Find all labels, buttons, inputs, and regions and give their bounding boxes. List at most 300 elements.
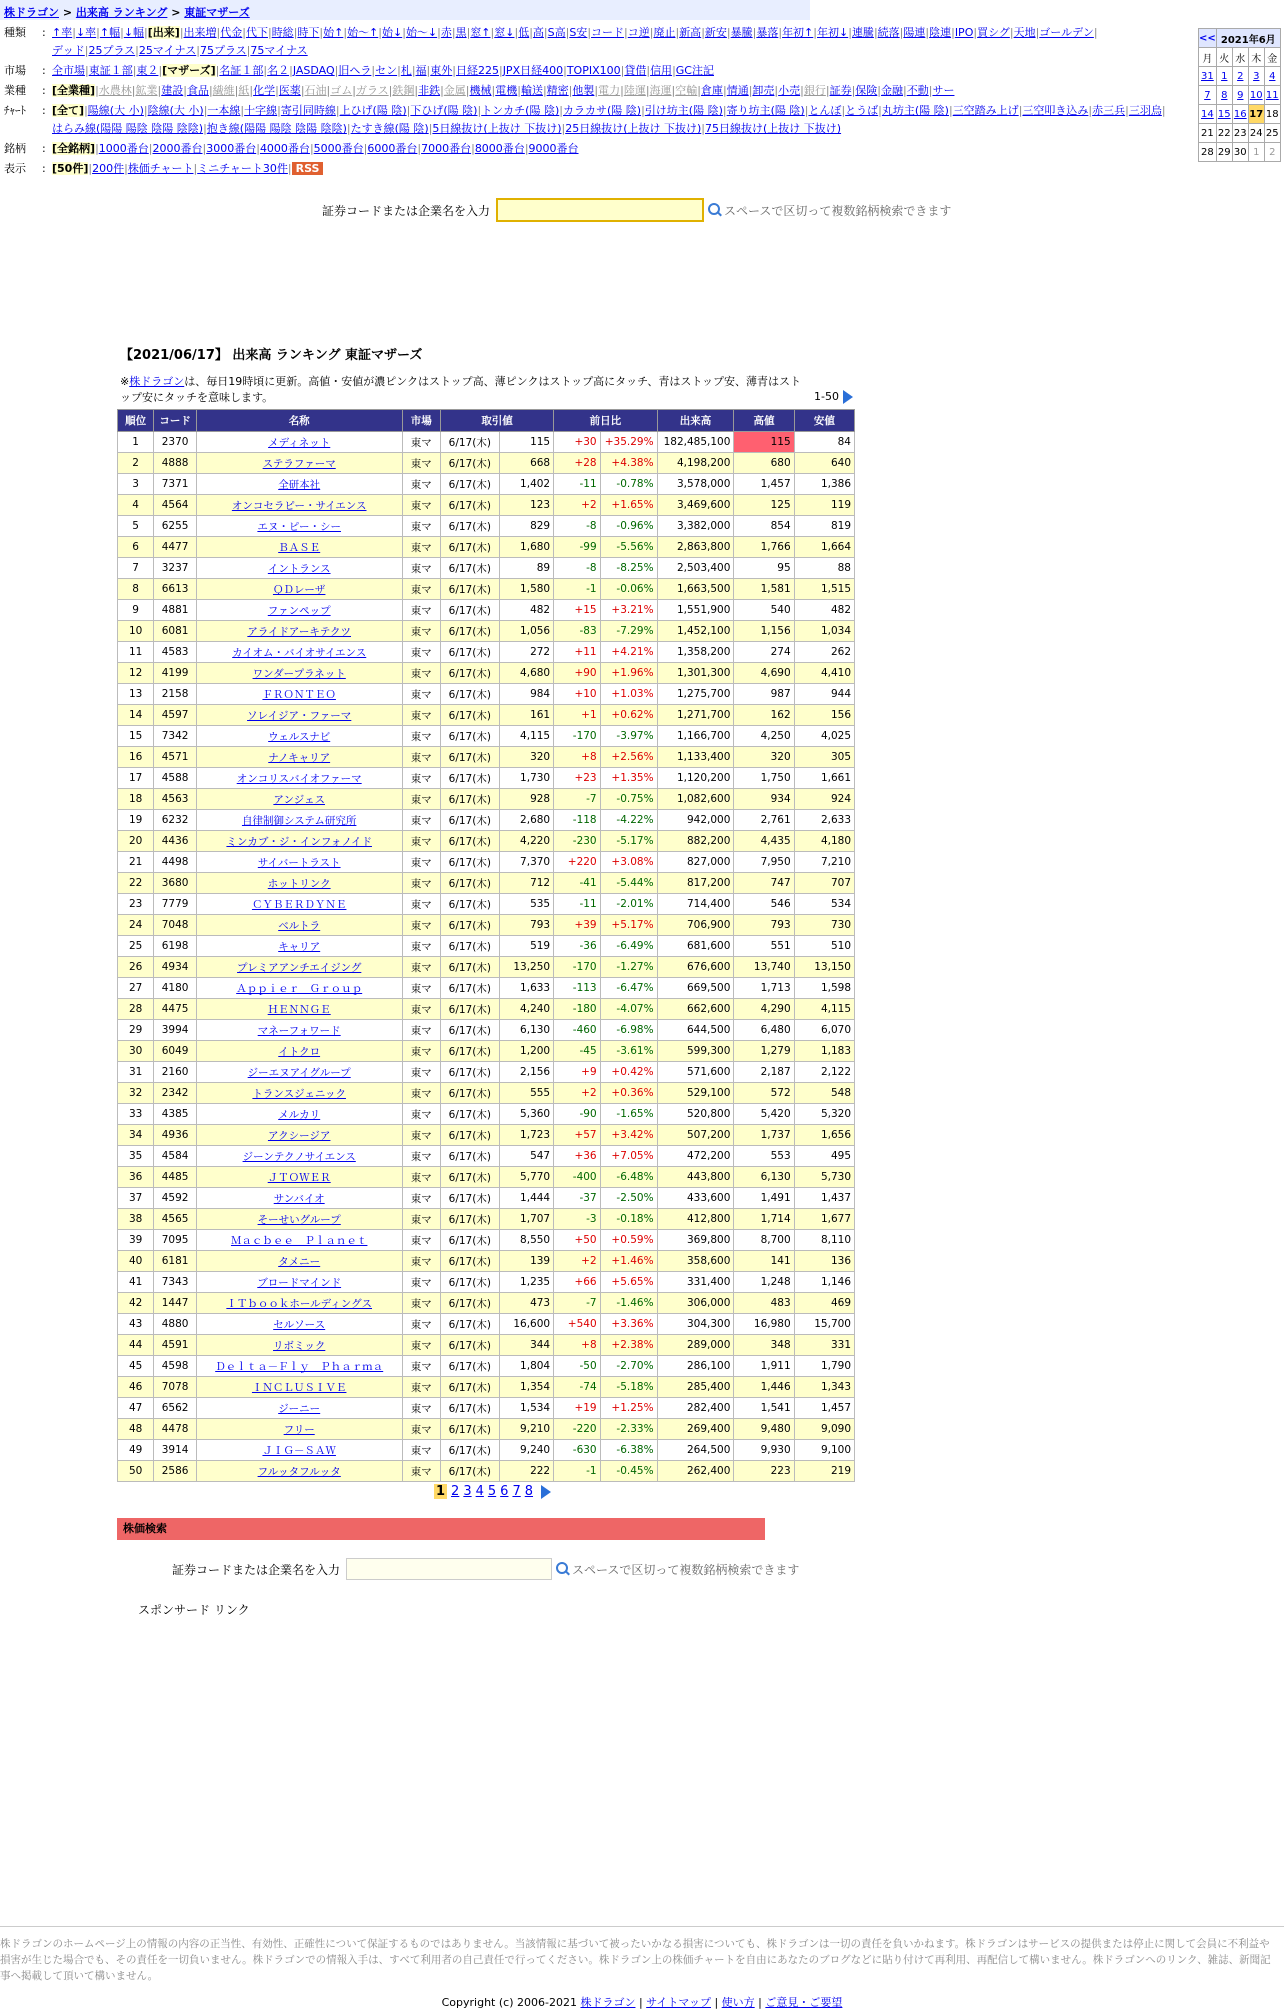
calendar-day[interactable]: 7 — [1199, 86, 1217, 105]
menu-item[interactable]: 25プラス — [88, 44, 136, 57]
menu-item[interactable]: 丸坊主(陽 陰) — [881, 104, 949, 117]
menu-item[interactable]: 9000番台 — [528, 142, 579, 155]
menu-item[interactable]: はらみ線(陽陽 陽陰 陰陽 陰陰) — [52, 122, 204, 135]
date-cell: 6/17(木) — [441, 789, 500, 810]
filter-menu — [0, 24, 1196, 180]
menu-item[interactable]: 電機 — [495, 84, 518, 97]
calendar-day[interactable]: 8 — [1216, 86, 1232, 105]
menu-item[interactable]: 続落 — [877, 26, 900, 39]
stock-name-link[interactable]: ＦＲＯＮＴＥＯ — [262, 688, 336, 701]
pager-link[interactable]: 6 — [500, 1484, 509, 1499]
stock-name-link[interactable]: ソレイジア・ファーマ — [247, 709, 352, 722]
breadcrumb-ranking-link[interactable]: 出来高 ランキング — [75, 6, 168, 19]
menu-item[interactable]: 75マイナス — [250, 44, 308, 57]
volume-cell: 571,600 — [657, 1062, 734, 1083]
footer-link-sitemap[interactable]: サイトマップ — [646, 1996, 711, 2009]
stock-name-link[interactable]: オンコリスバイオファーマ — [236, 772, 362, 785]
col-low[interactable]: 安値 — [794, 410, 854, 432]
table-row — [118, 1335, 855, 1356]
menu-item[interactable]: 買シグ — [977, 26, 1010, 39]
volume-cell: 331,400 — [657, 1272, 734, 1293]
price-cell: 1,580 — [499, 579, 554, 600]
menu-separator: | — [72, 26, 76, 39]
menu-item[interactable]: 東２ — [136, 64, 159, 77]
menu-item[interactable]: 暴騰 — [730, 26, 753, 39]
menu-item[interactable]: 始～↑ — [347, 26, 379, 39]
pager-link[interactable]: 2 — [451, 1484, 460, 1499]
search-icon[interactable] — [708, 203, 722, 217]
change-percent-cell: -1.27% — [600, 957, 657, 978]
menu-item[interactable]: 三羽烏 — [1128, 104, 1162, 117]
stock-name-link[interactable]: トランスジェニック — [252, 1087, 346, 1100]
menu-item[interactable]: 札 — [400, 64, 412, 77]
pager-link[interactable]: 8 — [524, 1484, 534, 1499]
menu-item[interactable]: 食品 — [186, 84, 209, 97]
menu-item[interactable]: セン — [375, 64, 398, 77]
menu-item[interactable]: 信用 — [650, 64, 673, 77]
stock-name-link[interactable]: オンコセラピー・サイエンス — [231, 499, 367, 512]
menu-item[interactable]: 銀行 — [803, 84, 826, 97]
price-cell: 668 — [499, 453, 554, 474]
menu-item[interactable]: 年初↑ — [782, 26, 814, 39]
menu-item[interactable]: ゴム — [330, 84, 353, 97]
price-cell: 1,056 — [499, 621, 554, 642]
stock-name-link[interactable]: サンバイオ — [273, 1192, 325, 1205]
code-cell: 6613 — [154, 579, 197, 600]
menu-item[interactable]: 非鉄 — [418, 84, 441, 97]
search-label: 証券コードまたは企業名を入力 — [172, 1562, 341, 1577]
pager-link[interactable]: 7 — [512, 1484, 521, 1499]
col-code[interactable]: コード — [154, 410, 197, 432]
volume-cell: 827,000 — [657, 852, 734, 873]
name-cell — [196, 1041, 402, 1062]
calendar-day[interactable]: 10 — [1248, 86, 1264, 105]
menu-item[interactable]: 日経225 — [455, 64, 499, 77]
menu-item[interactable]: 株価チャート — [127, 162, 194, 175]
menu-item[interactable]: ↑率 — [52, 26, 73, 39]
high-cell: 4,690 — [734, 663, 794, 684]
stock-name-link[interactable]: アクシージア — [267, 1129, 331, 1142]
menu-item[interactable]: 福 — [415, 64, 427, 77]
stock-name-link[interactable]: Ｍａｃｂｅｅ Ｐｌａｎｅｔ — [230, 1234, 368, 1247]
stock-name-link[interactable]: アンジェス — [273, 793, 325, 806]
menu-item[interactable]: 窓↑ — [470, 26, 491, 39]
low-cell: 2,633 — [794, 810, 854, 831]
stock-name-link[interactable]: メルカリ — [278, 1108, 321, 1121]
menu-item[interactable]: 建設 — [161, 84, 184, 97]
menu-item[interactable]: 陽線(大 小) — [87, 104, 144, 117]
menu-item[interactable]: 寄引同時線 — [280, 104, 336, 117]
menu-item[interactable]: 十字線 — [244, 104, 278, 117]
menu-item[interactable]: 始～↓ — [405, 26, 438, 39]
stock-name-link[interactable]: セルソース — [273, 1318, 326, 1331]
menu-item[interactable]: 7000番台 — [421, 142, 472, 155]
low-cell: 4,115 — [794, 999, 854, 1020]
price-cell: 1,354 — [499, 1377, 554, 1398]
menu-item[interactable]: 3000番台 — [206, 142, 257, 155]
stock-name-link[interactable]: ＢＡＳＥ — [278, 541, 321, 554]
menu-row-items — [52, 160, 1196, 178]
market-cell: 東マ — [402, 1041, 441, 1062]
menu-item[interactable]: 1000番台 — [98, 142, 149, 155]
menu-item[interactable]: 東外 — [430, 64, 453, 77]
menu-item[interactable]: 75プラス — [199, 44, 247, 57]
menu-item[interactable]: 25日線抜け(上抜け 下抜け) — [565, 122, 702, 135]
menu-item[interactable]: トンカチ(陽 陰) — [481, 104, 560, 117]
table-row — [118, 1398, 855, 1419]
menu-item[interactable]: 赤三兵 — [1092, 104, 1126, 117]
menu-item[interactable]: 黒 — [455, 26, 467, 39]
menu-item[interactable]: ↑幅 — [99, 26, 121, 39]
change-cell: +57 — [554, 1125, 601, 1146]
menu-item[interactable]: 三空叩き込み — [1022, 104, 1089, 117]
menu-item[interactable]: 代金 — [220, 26, 243, 39]
stock-name-link[interactable]: ＩＴｂｏｏｋホールディングス — [226, 1297, 372, 1310]
date-cell: 6/17(木) — [441, 936, 500, 957]
menu-item[interactable]: 旧ヘラ — [338, 64, 372, 77]
rank-cell: 43 — [118, 1314, 154, 1335]
menu-item[interactable]: デッド — [52, 44, 85, 57]
change-cell: -1 — [554, 579, 601, 600]
menu-item[interactable]: 窓↓ — [494, 26, 515, 39]
date-cell: 6/17(木) — [441, 705, 500, 726]
menu-item[interactable]: 鉱業 — [135, 84, 158, 97]
code-cell: 6181 — [154, 1251, 197, 1272]
menu-item[interactable]: 空輸 — [675, 84, 698, 97]
menu-item[interactable]: 金属 — [443, 84, 466, 97]
menu-item[interactable]: 鉄鋼 — [392, 84, 415, 97]
stock-name-link[interactable]: アライドアーキテクツ — [247, 625, 351, 638]
change-cell: -83 — [554, 621, 601, 642]
stock-name-link[interactable]: Ａｐｐｉｅｒ Ｇｒｏｕｐ — [236, 982, 363, 995]
menu-item[interactable]: 電力 — [598, 84, 621, 97]
menu-item[interactable]: 石油 — [304, 84, 327, 97]
menu-item[interactable]: 全市場 — [52, 64, 85, 77]
stock-name-link[interactable]: エヌ・ピー・シー — [257, 520, 341, 533]
price-cell: 482 — [499, 600, 554, 621]
stock-name-link[interactable]: ウェルスナビ — [268, 730, 331, 743]
calendar-day[interactable]: 1 — [1216, 67, 1232, 86]
low-cell: 1,661 — [794, 768, 854, 789]
menu-item[interactable]: 名２ — [267, 64, 290, 77]
calendar-day[interactable]: 9 — [1232, 86, 1248, 105]
menu-item[interactable]: たすき線(陽 陰) — [350, 122, 429, 135]
stock-name-link[interactable]: フリー — [283, 1423, 315, 1436]
menu-item[interactable]: とんぼ — [808, 104, 842, 117]
stock-name-link[interactable]: ステラファーマ — [262, 457, 336, 470]
stock-name-link[interactable]: ジーニー — [278, 1402, 321, 1415]
stock-name-link[interactable]: イトクロ — [278, 1045, 321, 1058]
menu-item[interactable]: 繊維 — [212, 84, 235, 97]
code-cell: 4180 — [154, 978, 197, 999]
ranking-table — [117, 409, 855, 1482]
menu-item[interactable]: 高 — [532, 26, 544, 39]
menu-item[interactable]: 水農林 — [98, 84, 132, 97]
stock-name-link[interactable]: そーせいグループ — [257, 1213, 341, 1226]
col-rank[interactable]: 順位 — [118, 410, 154, 432]
menu-item[interactable]: 他製 — [572, 84, 595, 97]
market-cell: 東マ — [402, 915, 441, 936]
menu-item[interactable]: 保険 — [855, 84, 878, 97]
stock-name-link[interactable]: リボミック — [273, 1339, 326, 1352]
market-cell: 東マ — [402, 1440, 441, 1461]
menu-item[interactable]: 廃止 — [653, 26, 676, 39]
menu-item[interactable]: 小売 — [778, 84, 801, 97]
calendar-day[interactable]: 4 — [1264, 67, 1280, 86]
col-change[interactable]: 前日比 — [554, 410, 657, 432]
next-page-icon[interactable] — [843, 390, 853, 404]
menu-row-items — [52, 24, 1196, 60]
menu-item[interactable]: 証券 — [829, 84, 852, 97]
stock-name-link[interactable]: カイオム・バイオサイエンス — [232, 646, 367, 659]
search-input[interactable] — [346, 1558, 552, 1580]
name-cell — [196, 1356, 402, 1377]
menu-item[interactable]: 精密 — [546, 84, 569, 97]
stock-name-link[interactable]: ホットリンク — [267, 877, 331, 890]
price-cell: 984 — [499, 684, 554, 705]
stock-name-link[interactable]: ジーエヌアイグループ — [247, 1066, 351, 1079]
market-cell: 東マ — [402, 1272, 441, 1293]
menu-separator: | — [309, 142, 314, 155]
menu-item[interactable]: 時下 — [297, 26, 320, 39]
name-cell — [196, 726, 402, 747]
menu-item[interactable]: 25マイナス — [138, 44, 197, 57]
change-cell: -400 — [554, 1167, 601, 1188]
menu-item[interactable]: コ逆 — [627, 26, 650, 39]
name-cell — [196, 453, 402, 474]
stock-name-link[interactable]: イントランス — [267, 562, 331, 575]
date-cell: 6/17(木) — [441, 1293, 500, 1314]
stock-name-link[interactable]: ブロードマインド — [257, 1276, 342, 1289]
code-cell: 4880 — [154, 1314, 197, 1335]
stock-name-link[interactable]: Ｄｅｌｔａ－Ｆｌｙ Ｐｈａｒｍａ — [215, 1360, 384, 1373]
stock-name-link[interactable]: ベルトラ — [278, 919, 321, 932]
menu-item[interactable]: 天地 — [1013, 26, 1036, 39]
stock-name-link[interactable]: ファンペップ — [267, 604, 331, 617]
menu-item[interactable]: 4000番台 — [259, 142, 310, 155]
calendar-day[interactable]: 11 — [1264, 86, 1280, 105]
menu-row-colon: : — [42, 26, 46, 39]
rss-button[interactable]: RSS — [292, 162, 324, 175]
menu-item[interactable]: TOPIX100 — [566, 64, 621, 77]
menu-item[interactable]: 新高 — [679, 26, 702, 39]
menu-item[interactable]: 赤 — [440, 26, 452, 39]
menu-item[interactable]: ミニチャート30件 — [197, 162, 288, 175]
menu-item[interactable]: 化学 — [253, 84, 276, 97]
stock-name-link[interactable]: ＪＩＧ－ＳＡＷ — [262, 1444, 336, 1457]
date-cell: 6/17(木) — [441, 1167, 500, 1188]
menu-item[interactable]: 連騰 — [851, 26, 874, 39]
stock-name-link[interactable]: ＪＴＯＷＥＲ — [267, 1171, 331, 1184]
menu-item[interactable]: ガラス — [355, 84, 389, 97]
calendar-day[interactable]: 2 — [1232, 67, 1248, 86]
stock-name-link[interactable]: 自律制御システム研究所 — [241, 814, 357, 827]
low-cell: 9,090 — [794, 1419, 854, 1440]
search-icon[interactable] — [556, 1562, 570, 1576]
stock-name-link[interactable]: ミンカブ・ジ・インフォノイド — [226, 835, 372, 848]
high-cell: 4,290 — [734, 999, 794, 1020]
search-input[interactable] — [496, 198, 704, 222]
volume-cell: 285,400 — [657, 1377, 734, 1398]
change-cell: +39 — [554, 915, 601, 936]
col-market[interactable]: 市場 — [402, 410, 441, 432]
high-cell: 1,156 — [734, 621, 794, 642]
stock-name-link[interactable]: ＱＤレーザ — [272, 583, 326, 596]
menu-item[interactable]: 始↑ — [323, 26, 344, 39]
menu-item[interactable]: 金融 — [881, 84, 904, 97]
menu-item[interactable]: 医薬 — [278, 84, 301, 97]
menu-item[interactable]: 海運 — [649, 84, 672, 97]
stock-name-link[interactable]: タメニー — [278, 1255, 321, 1268]
menu-item[interactable]: 代下 — [245, 26, 268, 39]
menu-item[interactable]: 名証１部 — [219, 64, 264, 77]
menu-item[interactable]: 出来増 — [183, 26, 217, 39]
menu-item[interactable]: 2000番台 — [152, 142, 203, 155]
menu-item[interactable]: 5000番台 — [313, 142, 364, 155]
pager-link[interactable]: 5 — [487, 1484, 497, 1499]
price-cell: 115 — [499, 432, 554, 453]
stock-name-link[interactable]: フルッタフルッタ — [257, 1465, 341, 1478]
calendar-day[interactable]: 31 — [1199, 67, 1217, 86]
code-cell: 4498 — [154, 852, 197, 873]
col-volume[interactable]: 出来高 — [657, 410, 734, 432]
menu-item[interactable]: 陸運 — [623, 84, 646, 97]
menu-item[interactable]: 陰連 — [929, 26, 952, 39]
menu-item[interactable]: 5日線抜け(上抜け 下抜け) — [432, 122, 562, 135]
price-cell: 9,210 — [499, 1419, 554, 1440]
menu-item[interactable]: 東証１部 — [88, 64, 133, 77]
col-high[interactable]: 高値 — [734, 410, 794, 432]
date-cell: 6/17(木) — [441, 600, 500, 621]
menu-item[interactable]: 上ひげ(陽 陰) — [339, 104, 407, 117]
search-hint: スペースで区切って複数銘柄検索できます — [724, 203, 952, 218]
stock-name-link[interactable]: 全研本社 — [278, 478, 321, 491]
pager-link[interactable]: 3 — [463, 1484, 472, 1499]
calendar-day[interactable]: 3 — [1248, 67, 1264, 86]
menu-item[interactable]: 不動 — [906, 84, 929, 97]
next-page-icon[interactable] — [541, 1485, 551, 1499]
menu-item[interactable]: ゴールデン — [1039, 26, 1094, 39]
date-cell: 6/17(木) — [441, 474, 500, 495]
pager-link[interactable]: 4 — [475, 1484, 484, 1499]
stock-name-link[interactable]: ワンダープラネット — [252, 667, 346, 680]
menu-item[interactable]: サー — [932, 84, 955, 97]
menu-separator: | — [334, 64, 339, 77]
menu-item[interactable]: ↓幅 — [123, 26, 145, 39]
menu-item[interactable]: IPO — [954, 26, 974, 39]
table-row — [118, 810, 855, 831]
stock-name-link[interactable]: ナノキャリア — [268, 751, 331, 764]
menu-separator: | — [183, 84, 187, 97]
menu-item[interactable]: 機械 — [469, 84, 492, 97]
date-cell: 6/17(木) — [441, 579, 500, 600]
breadcrumb-home-link[interactable]: 株ドラゴン — [4, 6, 59, 19]
menu-item[interactable]: JASDAQ — [292, 64, 335, 77]
menu-separator: | — [1093, 26, 1098, 39]
col-price[interactable]: 取引値 — [441, 410, 554, 432]
footer-link-home[interactable]: 株ドラゴン — [580, 1996, 636, 2009]
footer-link-feedback[interactable]: ご意見・ご要望 — [765, 1996, 843, 2009]
high-cell: 551 — [734, 936, 794, 957]
footer-link-howto[interactable]: 使い方 — [721, 1996, 755, 2009]
menu-item[interactable]: S安 — [569, 26, 588, 39]
stock-name-link[interactable]: ＩＮＣＬＵＳＩＶＥ — [251, 1381, 347, 1394]
menu-item[interactable]: 時総 — [271, 26, 294, 39]
high-cell: 747 — [734, 873, 794, 894]
menu-item[interactable]: 陰線(大 小) — [147, 104, 204, 117]
note-link[interactable]: 株ドラゴン — [129, 375, 185, 388]
menu-item[interactable]: カラカサ(陽 陰) — [563, 104, 642, 117]
sponsored-links-label: スポンサード リンク — [138, 1603, 250, 1617]
menu-item[interactable]: GC注記 — [675, 64, 714, 77]
high-cell: 1,713 — [734, 978, 794, 999]
volume-cell: 289,000 — [657, 1335, 734, 1356]
menu-item[interactable]: 貸借 — [624, 64, 647, 77]
menu-item[interactable]: 新安 — [704, 26, 727, 39]
volume-cell: 1,082,600 — [657, 789, 734, 810]
menu-item[interactable]: JPX日経400 — [502, 64, 564, 77]
col-name[interactable]: 名称 — [196, 410, 402, 432]
change-percent-cell: -5.56% — [600, 537, 657, 558]
price-cell: 8,550 — [499, 1230, 554, 1251]
menu-item[interactable]: 陽連 — [903, 26, 926, 39]
stock-name-link[interactable]: サイバートラスト — [257, 856, 341, 869]
menu-item[interactable]: 抱き線(陽陽 陽陰 陰陽 陰陰) — [206, 122, 347, 135]
menu-item[interactable]: 一本線 — [207, 104, 241, 117]
menu-item[interactable]: 輸送 — [520, 84, 543, 97]
breadcrumb-market-link[interactable]: 東証マザーズ — [184, 6, 250, 19]
menu-item[interactable]: 卸売 — [752, 84, 775, 97]
menu-item[interactable]: 暴落 — [756, 26, 779, 39]
market-cell: 東マ — [402, 726, 441, 747]
stock-name-link[interactable]: ジーンテクノサイエンス — [242, 1150, 356, 1163]
menu-item[interactable]: 紙 — [238, 84, 250, 97]
menu-item[interactable]: 始↓ — [382, 26, 403, 39]
stock-name-link[interactable]: プレミアアンチエイジング — [237, 961, 362, 974]
menu-item[interactable]: S高 — [547, 26, 566, 39]
menu-separator: | — [203, 104, 208, 117]
menu-item[interactable]: 三空踏み上げ — [952, 104, 1019, 117]
menu-item[interactable]: 8000番台 — [474, 142, 525, 155]
menu-item[interactable]: ↓率 — [75, 26, 97, 39]
menu-item[interactable]: 下ひげ(陽 陰) — [410, 104, 478, 117]
menu-item[interactable]: 75日線抜け(上抜け 下抜け) — [705, 122, 842, 135]
market-cell: 東マ — [402, 1104, 441, 1125]
menu-item[interactable]: 6000番台 — [367, 142, 418, 155]
menu-item[interactable]: 年初↓ — [817, 26, 849, 39]
menu-item[interactable]: 寄り坊主(陽 陰) — [726, 104, 805, 117]
volume-cell: 358,600 — [657, 1251, 734, 1272]
stock-name-link[interactable]: メディネット — [268, 436, 331, 449]
volume-cell: 507,200 — [657, 1125, 734, 1146]
stock-name-link[interactable]: キャリア — [278, 940, 321, 953]
menu-item[interactable]: 低 — [518, 26, 530, 39]
menu-item[interactable]: とうば — [845, 104, 879, 117]
menu-item[interactable]: 引け坊主(陽 陰) — [644, 104, 723, 117]
menu-item[interactable]: 情通 — [726, 84, 749, 97]
menu-item[interactable]: コード — [591, 26, 625, 39]
high-cell: 9,480 — [734, 1419, 794, 1440]
calendar-day[interactable]: 16 — [1232, 105, 1248, 124]
calendar-prev-link[interactable]: << — [1199, 29, 1217, 48]
calendar-day[interactable]: 14 — [1199, 105, 1217, 124]
stock-name-link[interactable]: ＣＹＢＥＲＤＹＮＥ — [251, 898, 347, 911]
stock-name-link[interactable]: ＨＥＮＮＧＥ — [267, 1003, 331, 1016]
menu-item[interactable]: 倉庫 — [700, 84, 723, 97]
menu-item[interactable]: 200件 — [92, 162, 125, 175]
calendar-day[interactable]: 15 — [1216, 105, 1232, 124]
stock-name-link[interactable]: マネーフォワード — [257, 1024, 341, 1037]
